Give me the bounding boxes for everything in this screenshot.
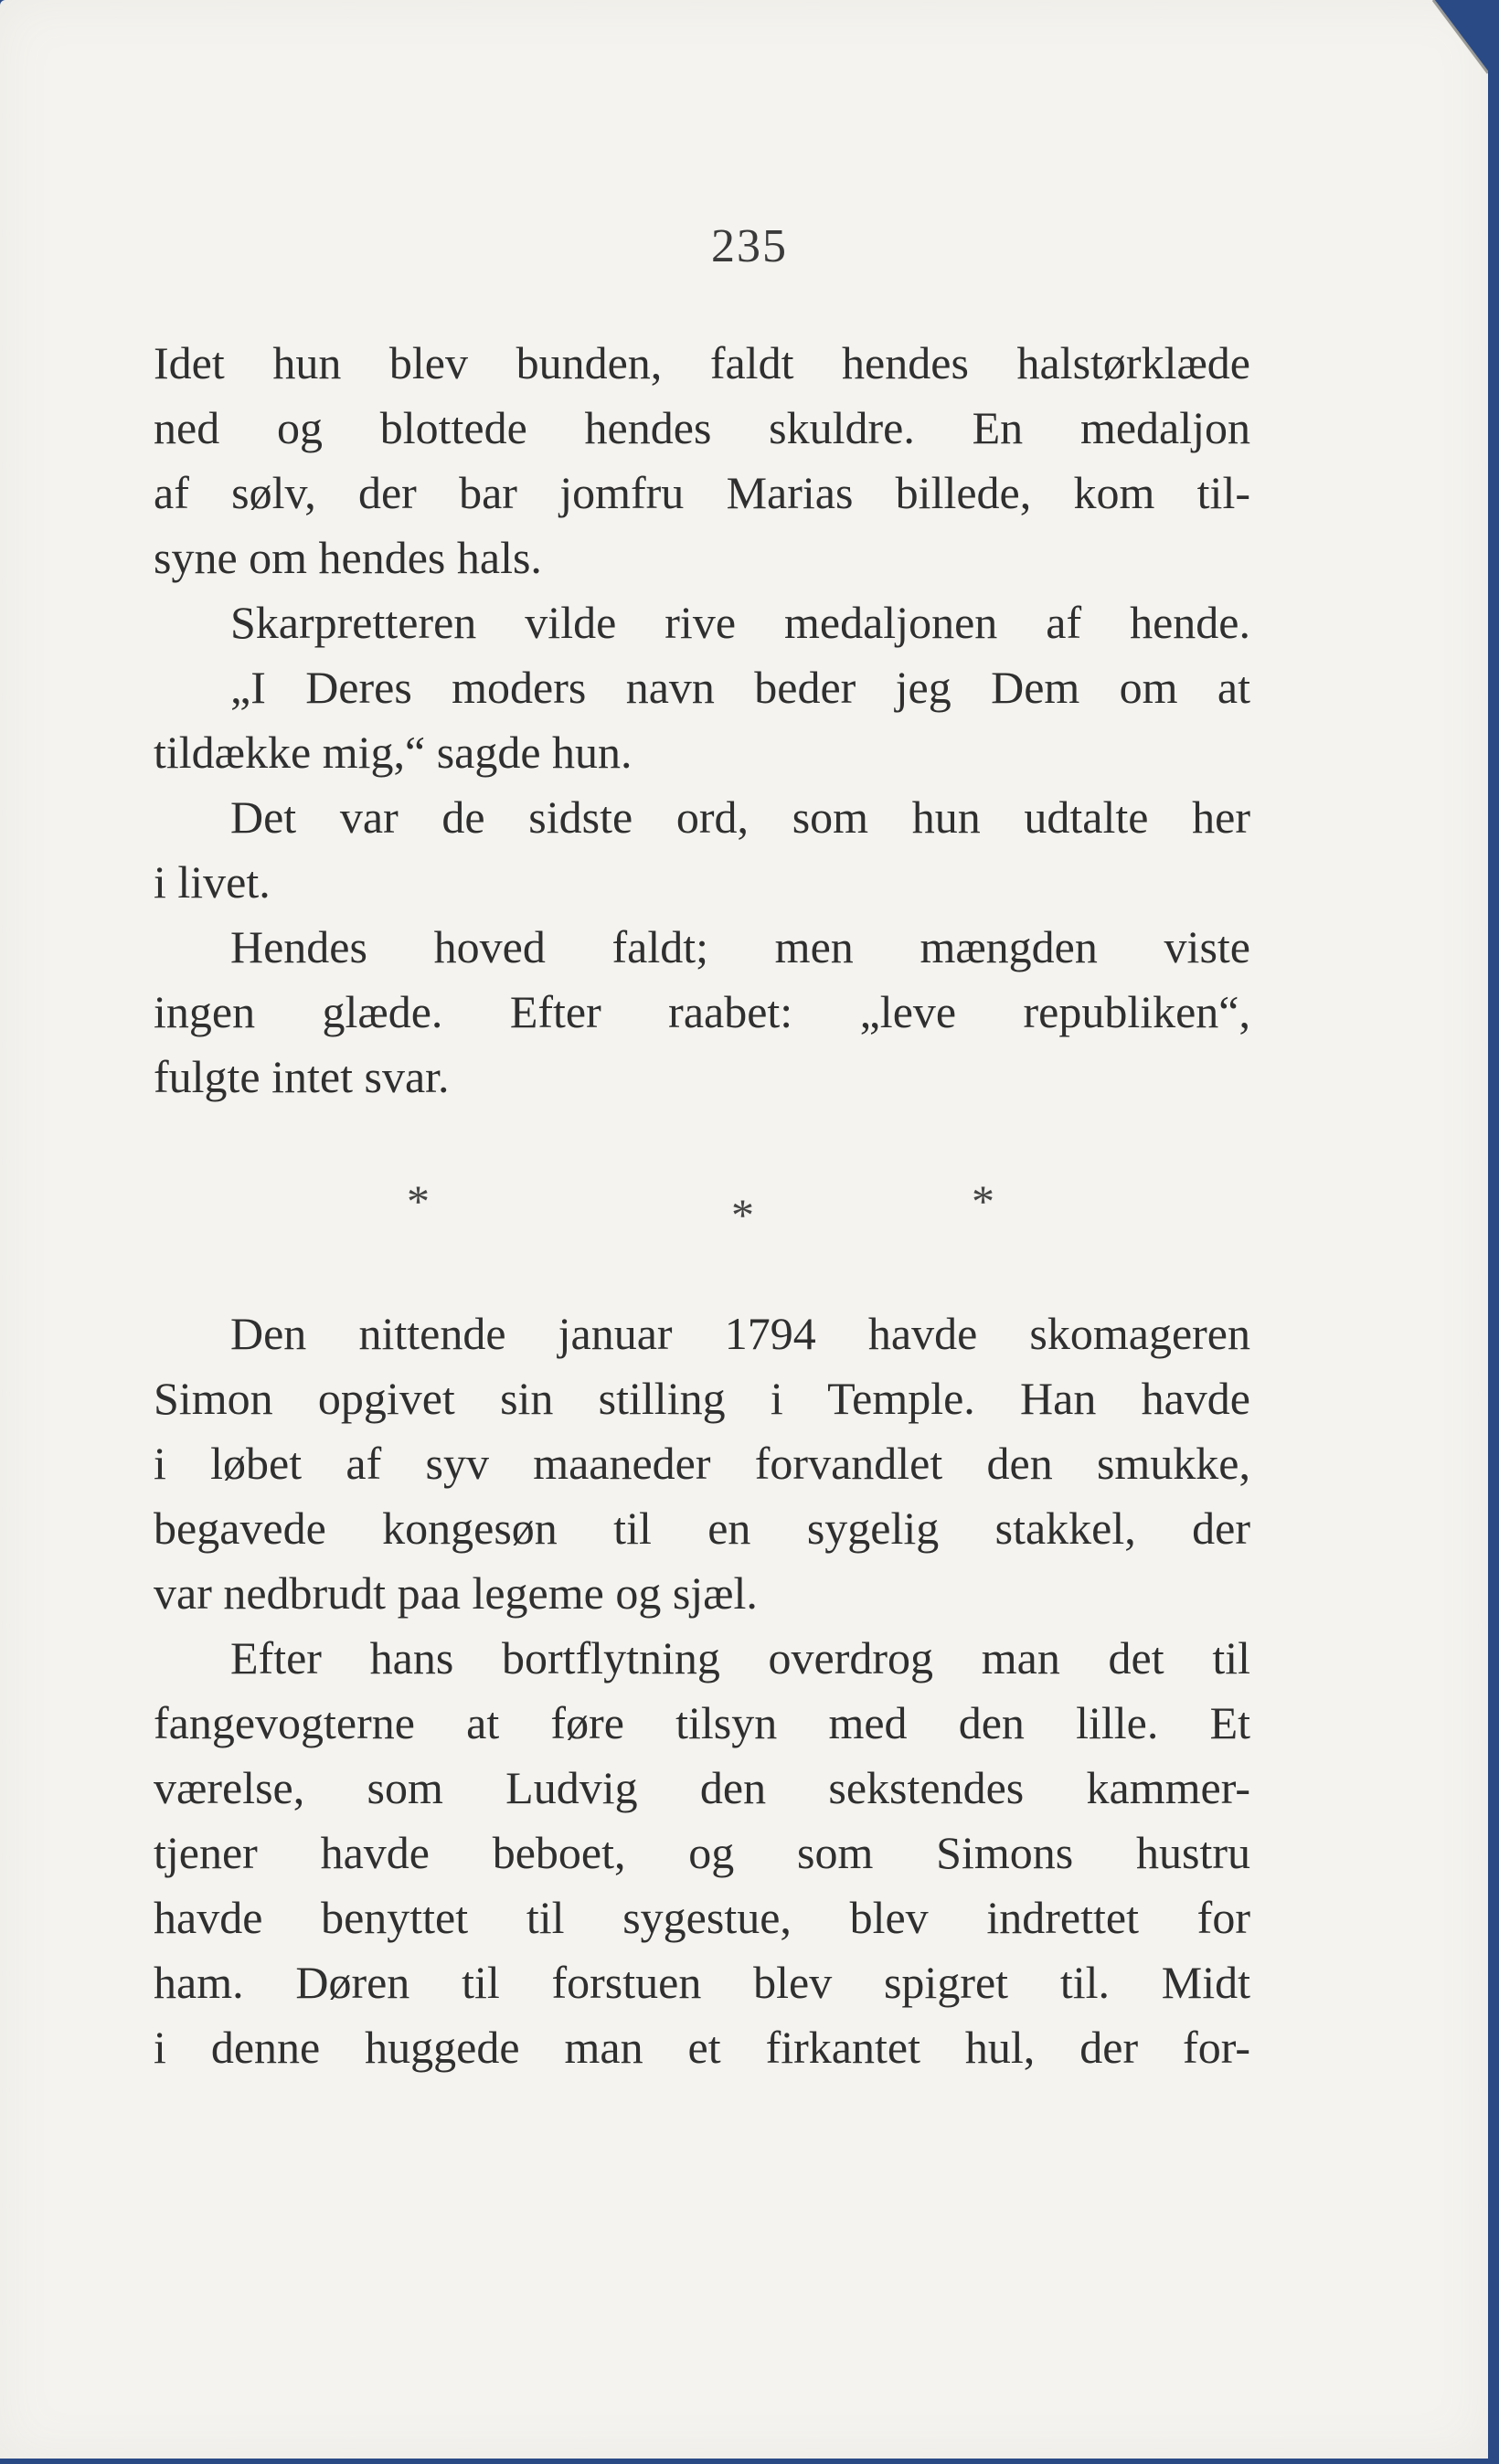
page-number: 235 xyxy=(711,220,788,272)
text-line: Efter hans bortflytning overdrog man det til xyxy=(230,1632,1250,1683)
text-line: i livet. xyxy=(154,856,271,908)
text-line: af sølv, der bar jomfru Marias billede, kom til- xyxy=(154,467,1250,518)
text-line: Simon opgivet sin stilling i Temple. Han havde xyxy=(154,1373,1250,1424)
text-line: ingen glæde. Efter raabet: „leve republiken“, xyxy=(154,986,1250,1037)
text-line: var nedbrudt paa legeme og sjæl. xyxy=(154,1567,758,1619)
text-line: Skarpretteren vilde rive medaljonen af hende. xyxy=(230,597,1250,648)
text-line: værelse, som Ludvig den sekstendes kammer- xyxy=(154,1762,1250,1813)
text-line: tildække mig,“ sagde hun. xyxy=(154,727,633,778)
text-line: tjener havde beboet, og som Simons hustru xyxy=(154,1827,1250,1878)
text-line: fulgte intet svar. xyxy=(154,1051,450,1102)
text-line: „I Deres moders navn beder jeg Dem om at xyxy=(230,662,1250,713)
section-break-star: * xyxy=(972,1175,994,1227)
text-line: i denne huggede man et firkantet hul, der for- xyxy=(154,2022,1250,2073)
section-break-star: * xyxy=(731,1189,754,1240)
text-line: fangevogterne at føre tilsyn med den lille. Et xyxy=(154,1697,1250,1748)
text-line: syne om hendes hals. xyxy=(154,532,542,583)
text-line: begavede kongesøn til en sygelig stakkel, der xyxy=(154,1503,1250,1554)
text-line: havde benyttet til sygestue, blev indrettet for xyxy=(154,1892,1250,1943)
text-line: ham. Døren til forstuen blev spigret til. Midt xyxy=(154,1957,1250,2008)
text-line: i løbet af syv maaneder forvandlet den smukke, xyxy=(154,1438,1250,1489)
text-line: Hendes hoved faldt; men mængden viste xyxy=(230,921,1250,972)
text-line: Den nittende januar 1794 havde skomageren xyxy=(230,1308,1250,1359)
section-break-star: * xyxy=(407,1175,430,1227)
folded-corner xyxy=(1397,0,1488,91)
text-line: Det var de sidste ord, som hun udtalte her xyxy=(230,791,1250,843)
text-line: Idet hun blev bunden, faldt hendes halstørklæde xyxy=(154,337,1250,388)
text-line: ned og blottede hendes skuldre. En medaljon xyxy=(154,402,1250,453)
